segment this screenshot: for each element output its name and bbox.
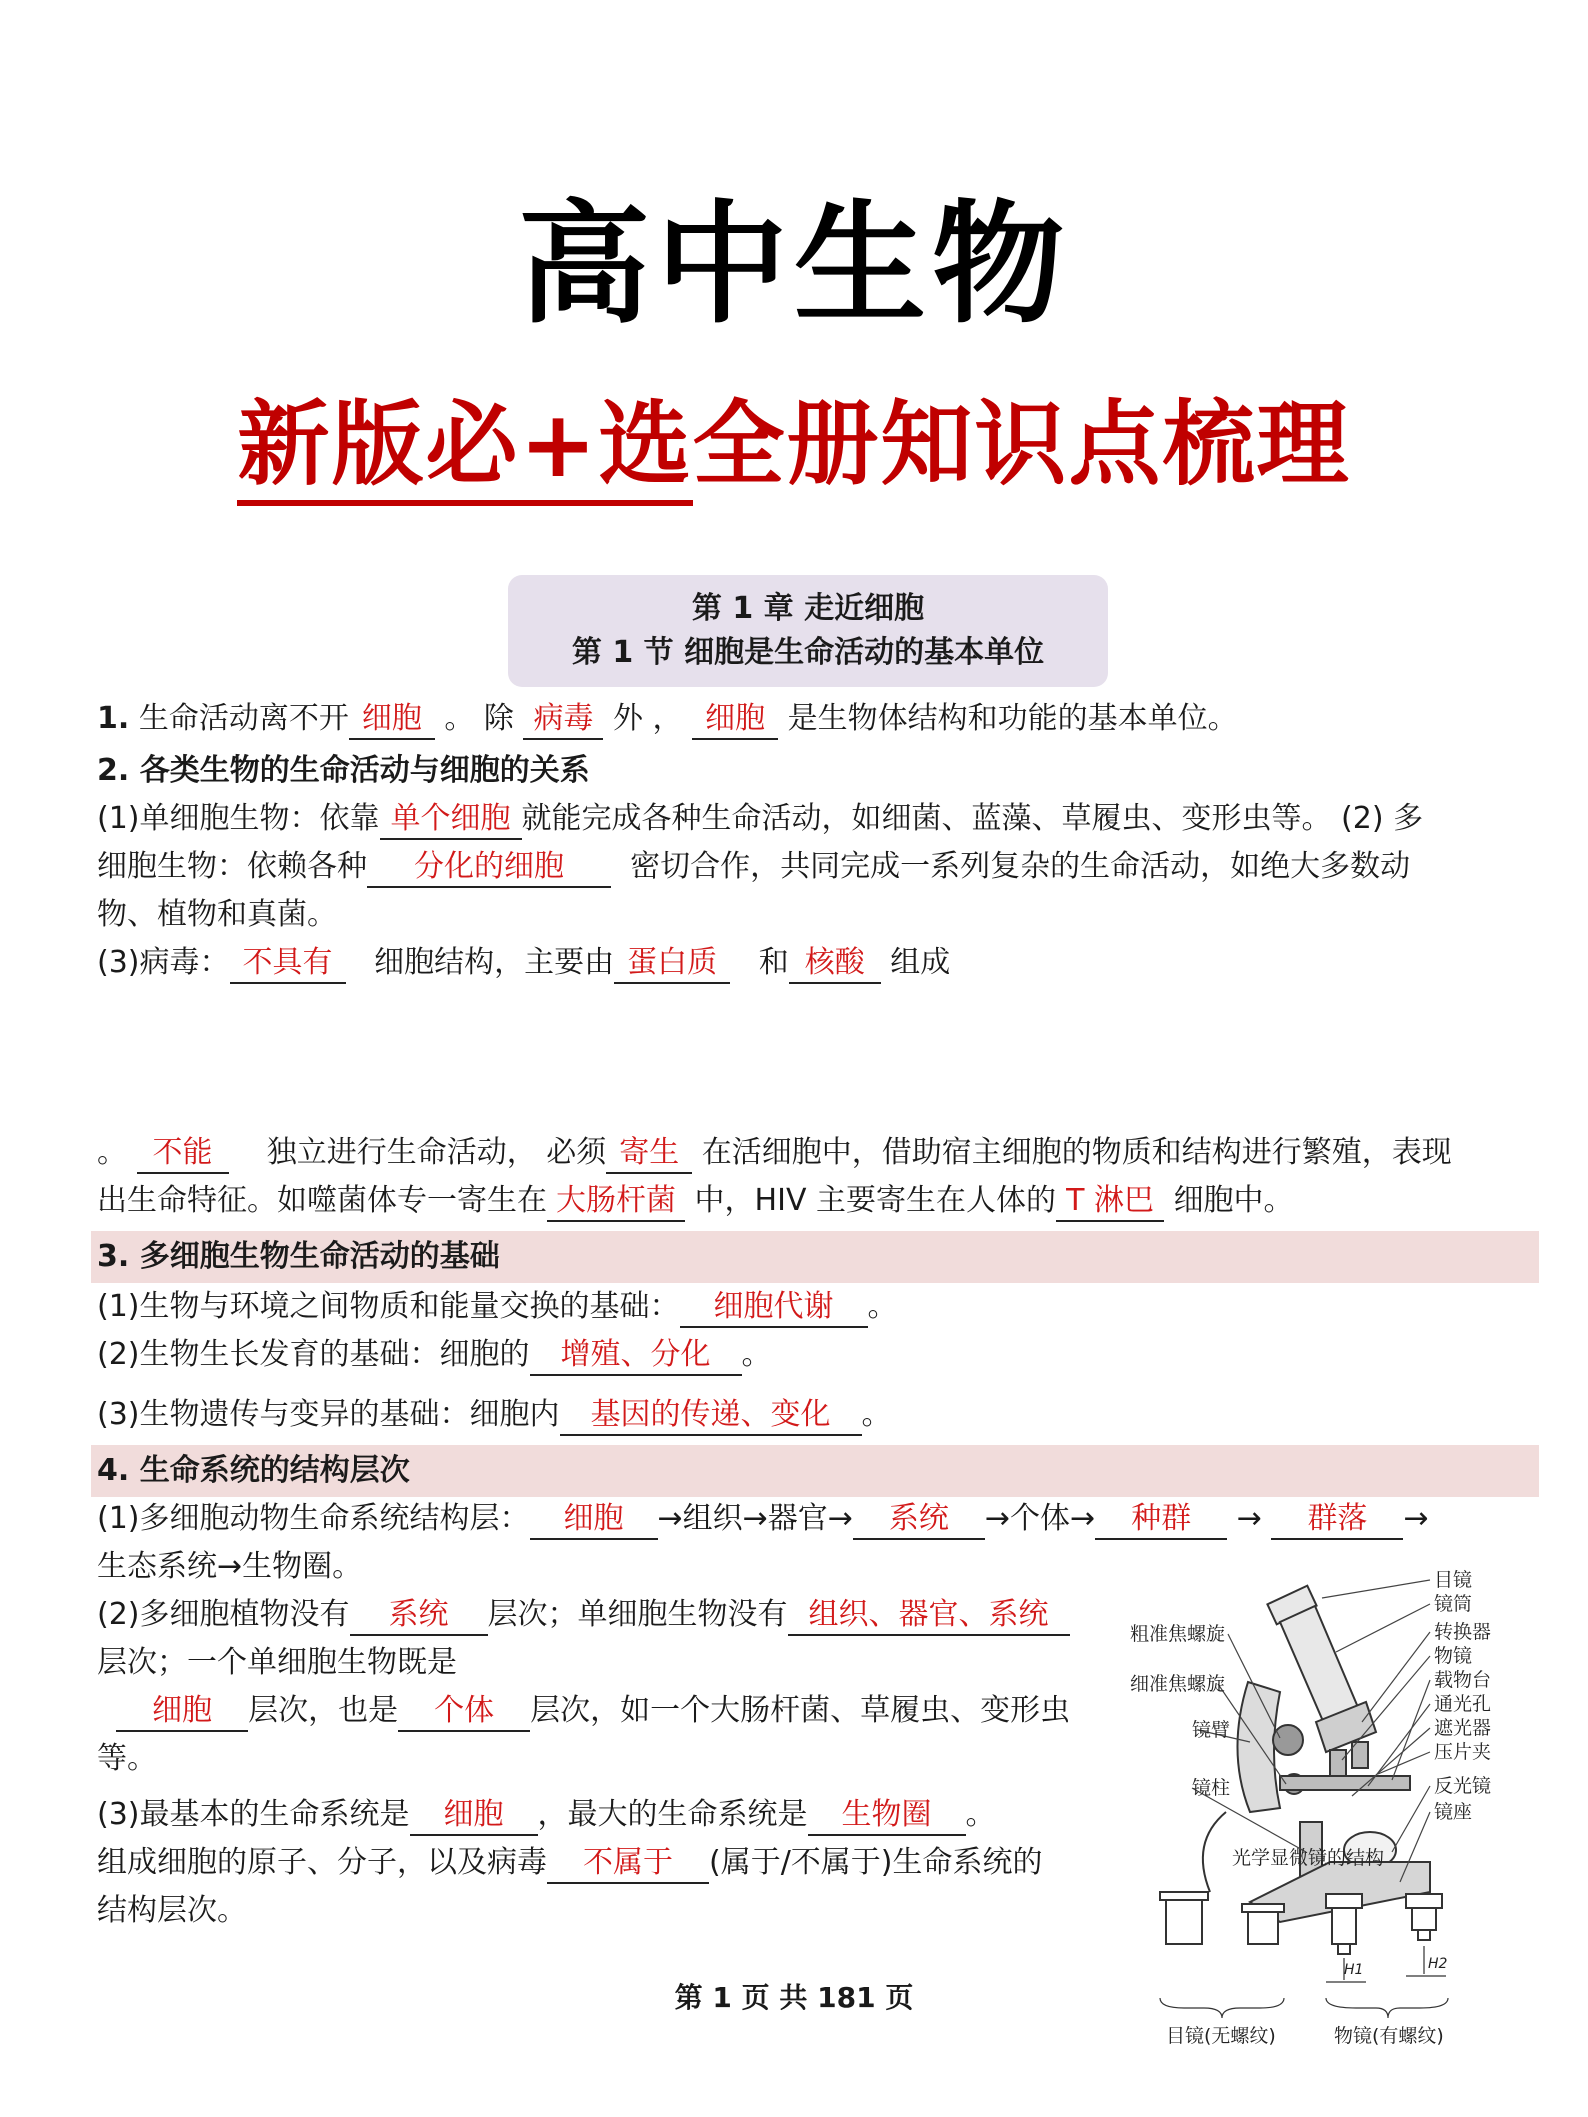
q3-text: (2)生物生长发育的基础：细胞的 [97,1337,530,1372]
q3-heading: 3. 多细胞生物生命活动的基础 [97,1239,500,1274]
label-base: 镜座 [1434,1801,1473,1823]
q4-heading: 4. 生命系统的结构层次 [97,1453,410,1488]
subtitle-rest: 全册知识点梳理 [692,391,1351,498]
q4-text: 层次，也是 [248,1693,399,1728]
q4-line [97,1793,996,1837]
label-nosepiece: 转换器 [1434,1621,1492,1643]
answer-blank: 系统 [350,1596,488,1636]
answer-blank: 细胞 [530,1500,658,1540]
answer-blank: 群落 [1271,1500,1403,1540]
q2-text: 独立进行生命活动， 必须 [266,1135,607,1170]
answer-blank: 细胞 [349,700,435,740]
label-stage-clip: 压片夹 [1434,1741,1492,1763]
q4-line [97,1841,1043,1885]
q3-text: 。 [867,1289,898,1324]
q2-line [97,941,950,985]
q4-text: →组织→器官→ [657,1501,853,1536]
q3-line [97,1393,892,1437]
label-tube: 镜筒 [1434,1593,1473,1615]
answer-blank: 不能 [137,1134,229,1174]
label-h1: H1 [1344,1962,1364,1978]
answer-blank: 分化的细胞 [367,848,611,888]
q4-text: 层次，如一个大肠杆菌、草履虫、变形虫 [530,1693,1071,1728]
answer-blank: 种群 [1095,1500,1227,1540]
q3-line [97,1333,772,1377]
q4-text: → [1236,1501,1262,1536]
answer-blank: 核酸 [789,944,881,984]
q2-text: 和 [758,945,789,980]
q3-text: (1)生物与环境之间物质和能量交换的基础： [97,1289,680,1324]
q2-text: 。 [97,1135,127,1170]
q1-text: 外 ， [613,701,683,736]
q2-line: 物、植物和真菌。 [97,897,337,932]
label-objective: 物镜 [1434,1645,1473,1667]
answer-blank: 组织、器官、系统 [788,1596,1070,1636]
q3-text: 。 [741,1337,772,1372]
q4-text: (3)最基本的生命系统是 [97,1797,410,1832]
q1-text: 生命活动离不开 [138,701,349,736]
q4-line: 结构层次。 [97,1893,247,1928]
page-footer: 第 1 页 共 181 页 [674,1981,914,2014]
label-coarse-focus: 粗准焦螺旋 [1130,1623,1226,1645]
answer-blank: 细胞代谢 [680,1288,868,1328]
q2-text: 细胞生物：依赖各种 [97,849,367,884]
q2-text: (3)病毒： [97,945,230,980]
subtitle-underlined: 新版必+选 [237,391,692,506]
q1-text: 是生物体结构和功能的基本单位。 [787,701,1238,736]
answer-blank: 大肠杆菌 [547,1182,685,1222]
answer-blank: 增殖、分化 [530,1336,742,1376]
q1-text: 。 除 [444,701,514,736]
q2-heading: 2. 各类生物的生命活动与细胞的关系 [97,753,590,788]
q3-line [97,1285,898,1329]
q2-text: 组成 [890,945,951,980]
q4-line [97,1593,1070,1637]
q2-text: 细胞中。 [1173,1183,1294,1218]
microscope-drawing [1203,1586,1430,1922]
q4-line [97,1689,1070,1733]
q2-text: (1)单细胞生物：依靠 [97,801,380,836]
answer-blank: 系统 [853,1500,985,1540]
chapter-header-box [508,575,1108,687]
document-subtitle [0,385,1588,505]
answer-blank: 寄生 [606,1134,692,1174]
q4-text: 层次；单细胞生物没有 [487,1597,788,1632]
answer-blank: 不具有 [230,944,346,984]
answer-blank: 生物圈 [808,1796,966,1836]
q1-line [97,697,1238,741]
label-aperture: 通光孔 [1434,1693,1492,1715]
answer-blank: 个体 [398,1692,530,1732]
q2-text: 出生命特征。如噬菌体专一寄生在 [97,1183,547,1218]
label-mirror: 反光镜 [1434,1775,1492,1797]
q2-line [97,1179,1294,1223]
q2-text: 在活细胞中，借助宿主细胞的物质和结构进行繁殖，表现 [701,1135,1452,1170]
figure-caption: 光学显微镜的结构 [1232,1847,1385,1869]
q4-text: (1)多细胞动物生命系统结构层： [97,1501,530,1536]
q2-text: 就能完成各种生命活动，如细菌、蓝藻、草履虫、变形虫等。 (2) 多 [521,801,1424,836]
caption-objective: 物镜(有螺纹) [1334,2025,1444,2047]
q4-line [97,1497,1429,1541]
answer-blank: 单个细胞 [380,800,522,840]
q4-line: 生态系统→生物圈。 [97,1549,363,1584]
q4-line: 等。 [97,1741,157,1776]
q4-text: → [1403,1501,1429,1536]
label-h2: H2 [1428,1956,1448,1972]
answer-blank: 病毒 [523,700,603,740]
q4-text: 。 [965,1797,996,1832]
q4-text: (2)多细胞植物没有 [97,1597,350,1632]
q2-text: 细胞结构，主要由 [374,945,615,980]
answer-blank: 基因的传递、变化 [560,1396,862,1436]
label-fine-focus: 细准焦螺旋 [1130,1673,1226,1695]
q4-text: 组成细胞的原子、分子，以及病毒 [97,1845,547,1880]
answer-blank: T 淋巴 [1056,1182,1164,1222]
q3-text: 。 [861,1397,892,1432]
q2-text: 密切合作，共同完成一系列复杂的生命活动，如绝大多数动 [630,849,1411,884]
q2-text: 中，HIV 主要寄生在人体的 [694,1183,1057,1218]
q2-line [97,845,1410,889]
q4-text: ，最大的生命系统是 [537,1797,808,1832]
answer-blank: 细胞 [116,1692,248,1732]
label-arm: 镜臂 [1192,1719,1231,1741]
q1-number: 1. [97,701,130,736]
document-title: 高中生物 [518,188,1070,342]
q2-line [97,1131,1452,1175]
label-diaphragm: 遮光器 [1434,1717,1492,1739]
label-eyepiece: 目镜 [1434,1569,1473,1591]
chapter-title: 第 1 章 走近细胞 [691,591,925,626]
label-pillar: 镜柱 [1192,1777,1231,1799]
q4-text: →个体→ [984,1501,1096,1536]
section-title: 第 1 节 细胞是生命活动的基本单位 [571,635,1045,670]
answer-blank: 细胞 [410,1796,538,1836]
answer-blank: 不属于 [547,1844,709,1884]
q4-text: (属于/不属于)生命系统的 [709,1845,1043,1880]
q3-text: (3)生物遗传与变异的基础：细胞内 [97,1397,560,1432]
caption-eyepiece: 目镜(无螺纹) [1166,2025,1276,2047]
answer-blank: 细胞 [692,700,778,740]
label-stage: 载物台 [1434,1669,1492,1691]
q2-line [97,797,1423,841]
q4-line: 层次；一个单细胞生物既是 [97,1645,457,1680]
answer-blank: 蛋白质 [614,944,730,984]
